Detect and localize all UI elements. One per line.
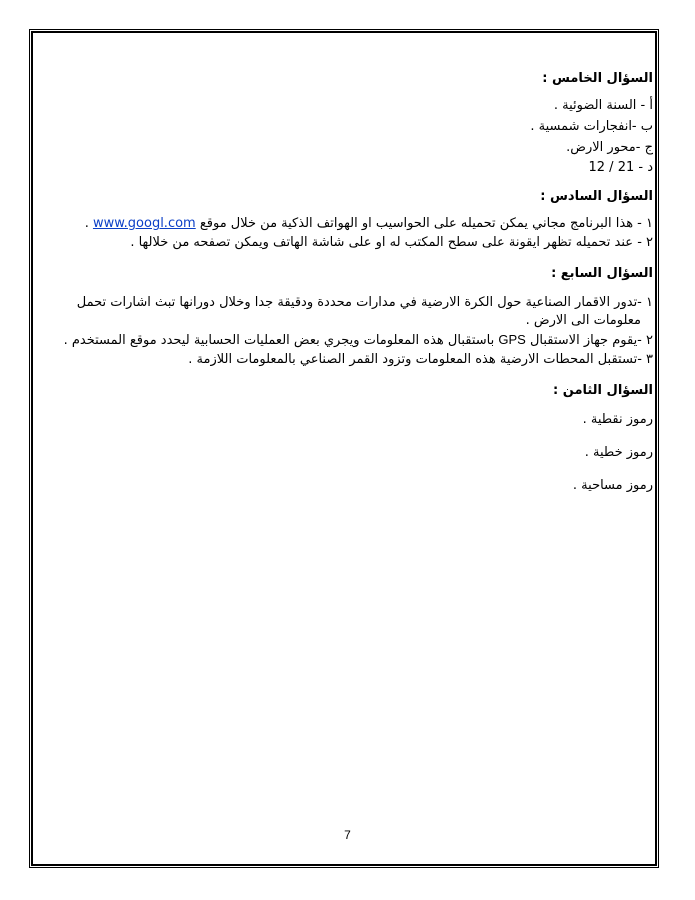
q6-heading: السؤال السادس :: [540, 189, 653, 205]
q7-answers: [60, 294, 653, 370]
q7-answer-1-line-1: ١ -تدور الاقمار الصناعية حول الكرة الارضية في مدارات محددة ودقيقة جدا وخلال دورانها تبث اشارات تحمل: [76, 294, 653, 310]
q5-heading: السؤال الخامس :: [542, 71, 653, 86]
q7-answer-2: [60, 331, 653, 351]
q8-answers: [60, 411, 653, 496]
gps-term: GPS: [498, 332, 526, 348]
q7-answer-2-end: باستقبال هذه المعلومات ويجري بعض العمليات الحسابية ليحدد موقع المستخدم .: [63, 333, 499, 349]
q6-answer-1: [60, 215, 653, 234]
q6-answers: [60, 215, 653, 253]
q6-answer-1-end: .: [84, 216, 93, 232]
q5-answer-c: ج -محور الارض.: [566, 139, 653, 155]
q6-answer-2: ٢ - عند تحميله تظهر ايقونة على سطح المكتب له او على شاشة الهاتف ويمكن تصفحه من خلالها .: [130, 234, 653, 250]
q8-answer-1: رموز نقطية .: [582, 411, 653, 427]
website-link[interactable]: www.googl.com: [92, 216, 196, 232]
q5-answer-d: [60, 159, 653, 178]
q7-answer-1-line-2: معلومات الى الارض .: [525, 313, 641, 329]
q5-answers: [60, 97, 653, 178]
q8-heading: السؤال الثامن :: [553, 382, 653, 398]
page-number: 7: [344, 828, 351, 842]
q5-answer-b: ب -انفجارات شمسية .: [530, 118, 653, 134]
q5-answer-d-text: د - 21 / 12: [588, 160, 653, 176]
q7-answer-2-start: ٢ -يقوم جهاز الاستقبال: [525, 333, 653, 349]
q8-answer-3: رموز مساحية .: [572, 477, 653, 493]
q7-answer-3: ٣ -تستقبل المحطات الارضية هذه المعلومات وتزود القمر الصناعي بالمعلومات اللازمة .: [188, 352, 653, 368]
document-content: [60, 70, 653, 495]
q7-heading: السؤال السابع :: [551, 265, 653, 281]
q8-answer-2: رموز خطية .: [584, 444, 653, 460]
q6-answer-1-text: ١ - هذا البرنامج مجاني يمكن تحميله على الحواسيب او الهواتف الذكية من خلال موقع: [195, 216, 653, 232]
q5-answer-a: أ - السنة الضوئية .: [553, 97, 653, 113]
